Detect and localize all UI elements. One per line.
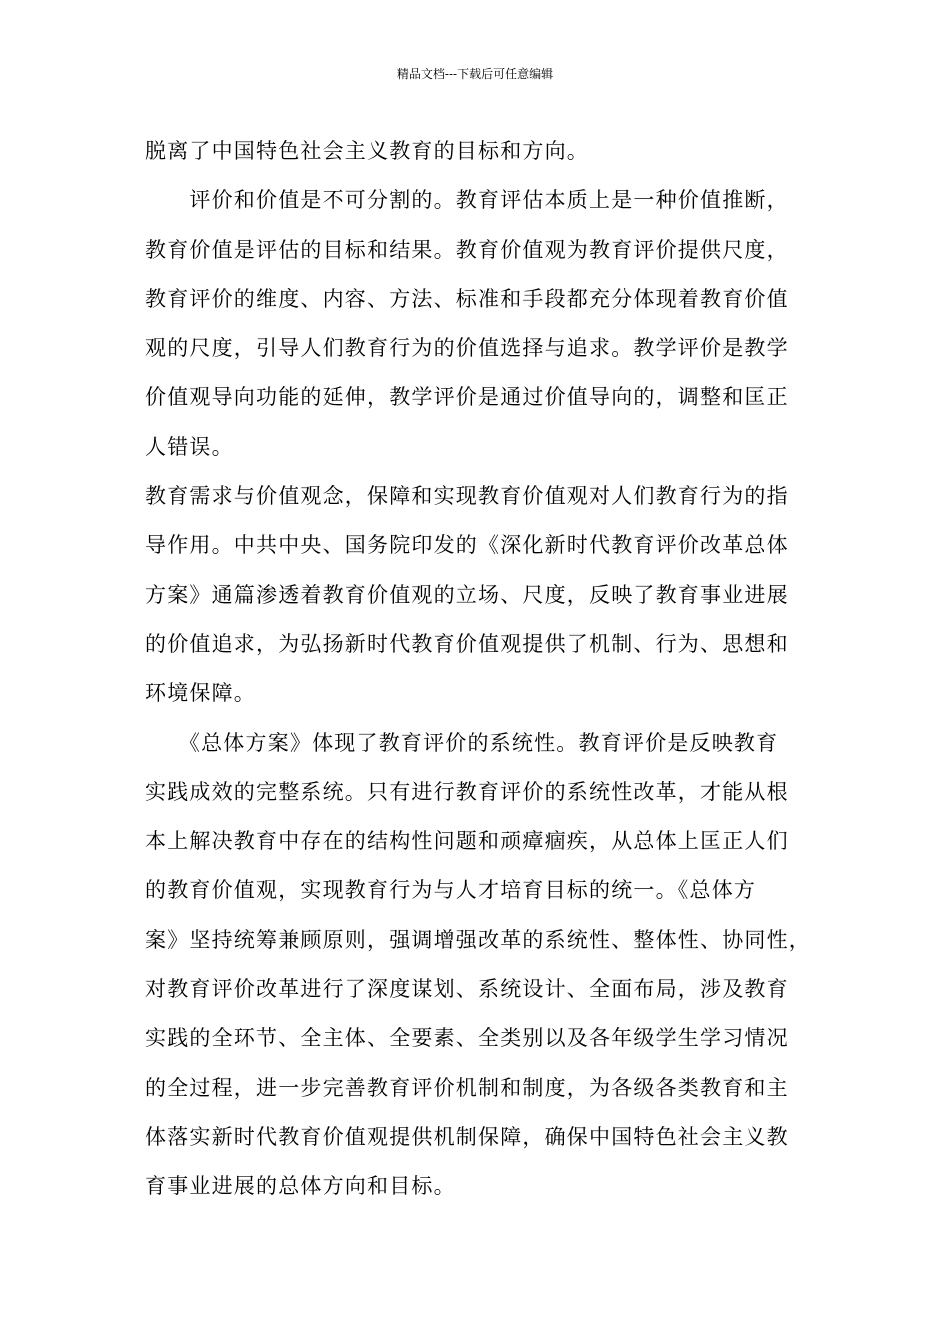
document-body	[145, 127, 821, 1212]
text-line: 教育价值是评估的目标和结果。教育价值观为教育评价提供尺度，	[145, 237, 789, 262]
text-line: 价值观导向功能的延伸，教学评价是通过价值导向的，调整和匡正	[145, 385, 789, 410]
text-line: 评价和价值是不可分割的。教育评估本质上是一种价值推断，	[145, 188, 789, 213]
text-line: 本上解决教育中存在的结构性问题和顽瘴痼疾，从总体上匡正人们	[145, 829, 789, 854]
text-line: 观的尺度，引导人们教育行为的价值选择与追求。教学评价是教学	[145, 336, 789, 361]
text-line: 的价值追求，为弘扬新时代教育价值观提供了机制、行为、思想和	[145, 631, 789, 656]
text-line: 的全过程，进一步完善教育评价机制和制度，为各级各类教育和主	[145, 1075, 789, 1100]
text-line: 导作用。中共中央、国务院印发的《深化新时代教育评价改革总体	[145, 533, 789, 558]
text-line: 《总体方案》体现了教育评价的系统性。教育评价是反映教育	[145, 730, 779, 755]
text-line: 脱离了中国特色社会主义教育的目标和方向。	[145, 139, 589, 163]
text-line: 教育需求与价值观念，保障和实现教育价值观对人们教育行为的指	[145, 484, 789, 509]
text-line: 环境保障。	[145, 681, 256, 706]
text-line: 对教育评价改革进行了深度谋划、系统设计、全面布局，涉及教育	[145, 977, 789, 1002]
page-header: 精品文档---下载后可任意编辑	[396, 67, 554, 81]
text-line: 案》坚持统筹兼顾原则，强调增强改革的系统性、整体性、协同性，	[145, 927, 811, 952]
text-line: 的教育价值观，实现教育行为与人才培育目标的统一。《总体方	[145, 878, 757, 903]
text-line: 实践的全环节、全主体、全要素、全类别以及各年级学生学习情况	[145, 1026, 789, 1051]
text-line: 育事业进展的总体方向和目标。	[145, 1174, 456, 1199]
text-line: 人错误。	[145, 434, 234, 459]
text-line: 教育评价的维度、内容、方法、标准和手段都充分体现着教育价值	[145, 286, 789, 311]
text-line: 方案》通篇渗透着教育价值观的立场、尺度，反映了教育事业进展	[145, 582, 789, 607]
text-line: 实践成效的完整系统。只有进行教育评价的系统性改革，才能从根	[145, 779, 789, 804]
text-line: 体落实新时代教育价值观提供机制保障，确保中国特色社会主义教	[145, 1124, 789, 1149]
